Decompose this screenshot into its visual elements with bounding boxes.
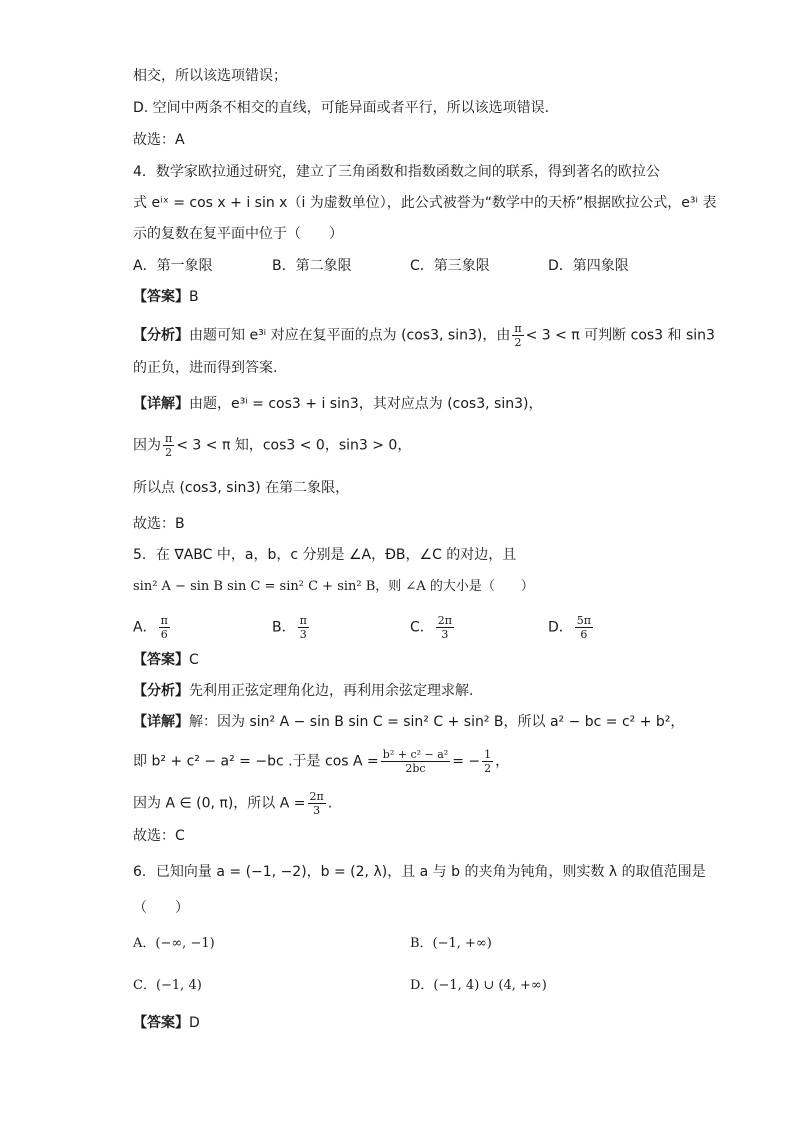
question-5-analysis: 【分析】先利用正弦定理角化边，再利用余弦定理求解. (133, 683, 474, 699)
question-5-answer: 【答案】C (133, 652, 199, 668)
question-6-stem: 6．已知向量 a = (−1, −2)，b = (2, λ)，且 a 与 b 的夹角为钝角，则实数 λ 的取值范围是 (133, 864, 706, 880)
question-5-option-b: B． $\frac{\pi}{3}$ (272, 614, 307, 641)
question-6-option-c: C．(−1, 4) (133, 978, 202, 993)
question-4-detail: 【详解】由题，e³ⁱ = cos3 + i sin3，其对应点为 (cos3, sin3)， (133, 396, 543, 412)
question-5-detail: 【详解】解：因为 sin² A − sin B sin C = sin² C + sin² B，所以 a² − bc = c² + b²， (133, 714, 685, 730)
text-line: 故选：A (133, 132, 185, 148)
question-4-detail: 所以点 (cos3, sin3) 在第二象限， (133, 480, 350, 496)
question-4-option-d: D．第四象限 (548, 258, 629, 274)
question-4-option-a: A．第一象限 (133, 258, 213, 274)
question-4-detail: 因为 $\frac{\pi}{2}$ < 3 < π 知，cos3 < 0，sin3 > 0， (133, 432, 412, 459)
question-5-option-c: C． $\frac{2\pi}{3}$ (410, 614, 453, 641)
question-4-analysis: 的正负，进而得到答案. (133, 360, 278, 376)
question-4-answer: 【答案】B (133, 289, 199, 305)
question-4-option-c: C．第三象限 (410, 258, 490, 274)
question-4-stem: 4．数学家欧拉通过研究，建立了三角函数和指数函数之间的联系，得到著名的欧拉公 (133, 164, 660, 180)
question-6-option-d: D．(−1, 4) ∪ (4, +∞) (410, 978, 547, 993)
question-5-stem: 5．在 ∇ABC 中，a，b，c 分别是 ∠A，ÐB，∠C 的对边，且 (133, 547, 517, 563)
question-6-option-b: B．(−1, +∞) (410, 936, 492, 951)
question-5-option-d: D． $\frac{5\pi}{6}$ (548, 614, 592, 641)
question-5-detail: 即 b² + c² − a² = −bc .于是 cos A = $\frac{\text{b² + c² − a²}}{2bc}$ = − $\frac{1}{2}$ ， (133, 748, 510, 775)
question-5-option-a: A． $\frac{\pi}{6}$ (133, 614, 168, 641)
question-6-option-a: A．(−∞, −1) (133, 936, 215, 951)
question-4-option-b: B．第二象限 (272, 258, 352, 274)
question-4-analysis: 【分析】由题可知 e³ⁱ 对应在复平面的点为 (cos3, sin3)，由 $\frac{\pi}{2}$ < 3 < π 可判断 cos3 和 sin3 (133, 322, 715, 349)
question-5-detail: 因为 A ∈ (0, π)，所以 A = $\frac{2\pi}{3}$ . (133, 790, 333, 817)
question-4-stem: 式 eⁱˣ = cos x + i sin x（i 为虚数单位），此公式被誉为“数学中的天桥”根据欧拉公式，e³ⁱ 表 (133, 195, 717, 211)
text-line: D. 空间中两条不相交的直线，可能异面或者平行，所以该选项错误. (133, 100, 550, 116)
question-5-stem: sin² A − sin B sin C = sin² C + sin² B，则 ∠A 的大小是（ ） (133, 579, 534, 594)
text-line: 相交，所以该选项错误； (133, 68, 287, 84)
question-4-stem: 示的复数在复平面中位于（ ） (133, 226, 343, 242)
question-4-detail: 故选：B (133, 516, 185, 532)
question-5-detail: 故选：C (133, 828, 185, 844)
question-6-answer: 【答案】D (133, 1015, 200, 1031)
question-6-stem: （ ） (133, 900, 189, 916)
